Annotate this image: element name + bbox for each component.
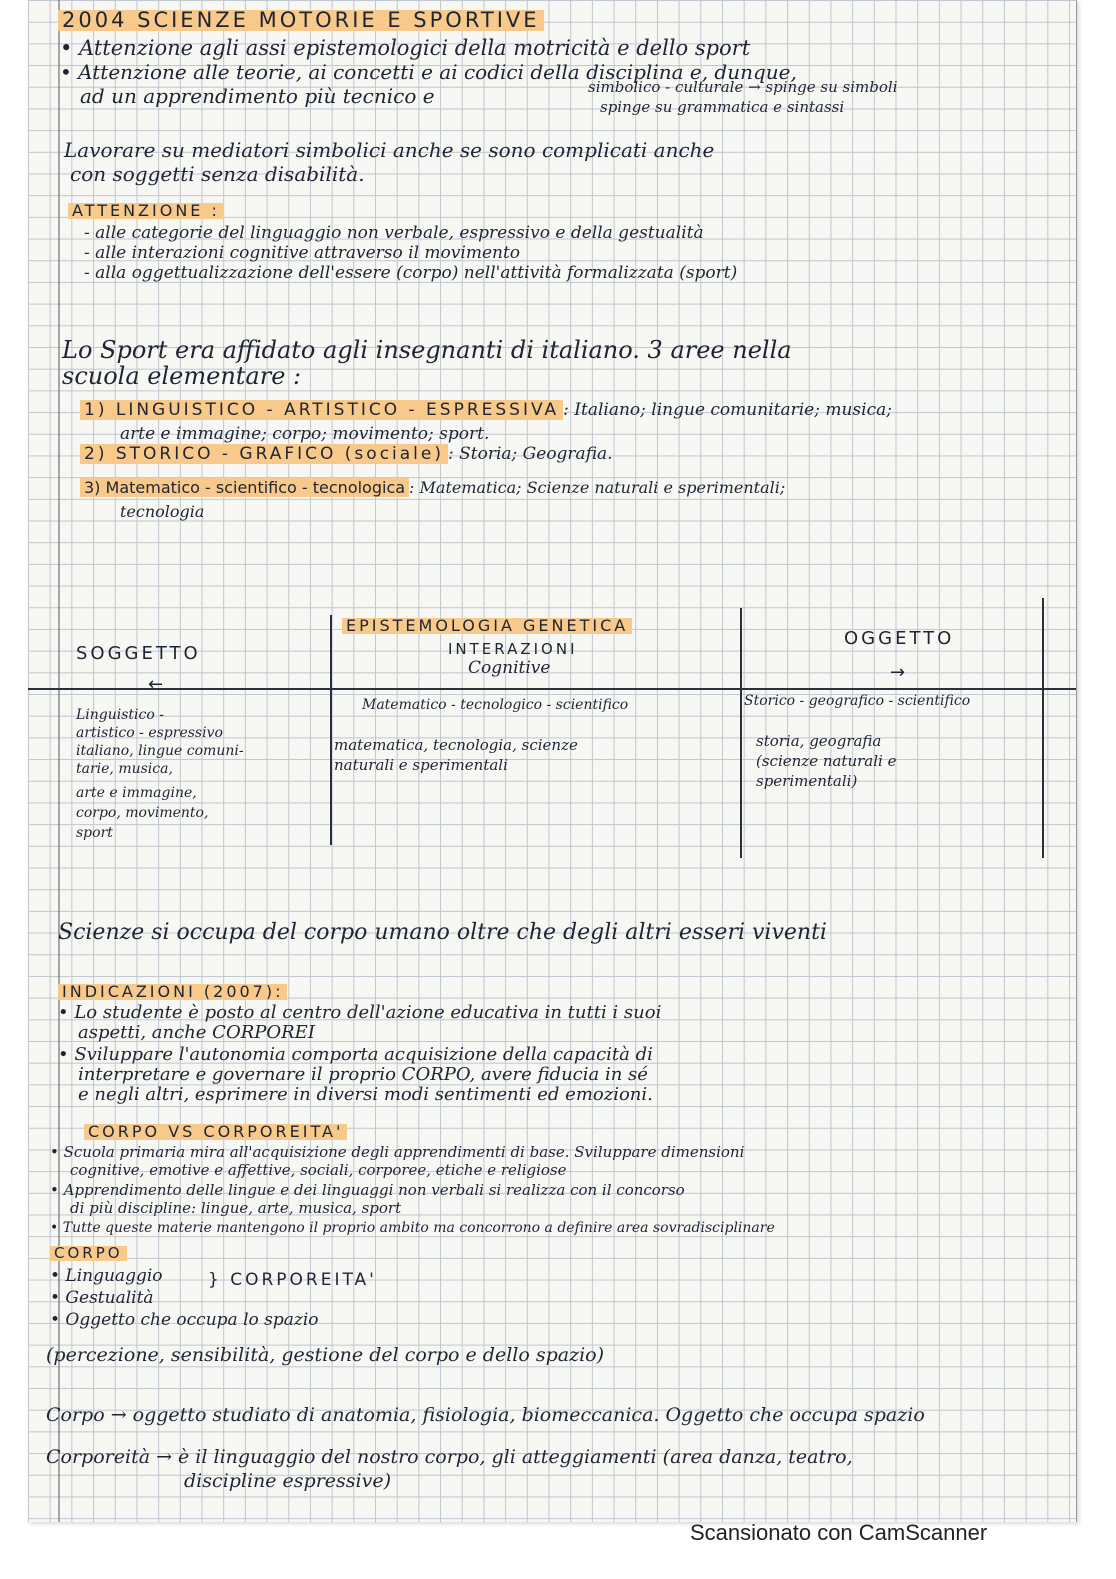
area-3-label: 3) Matematico - scientifico - tecnologica	[80, 478, 409, 497]
final-line-1: Corpo → oggetto studiato di anatomia, fisiologia, biomeccanica. Oggetto che occupa spazio	[46, 1404, 925, 1426]
indicazioni-line-5: e negli altri, esprimere in diversi modi sentimenti ed emozioni.	[78, 1084, 653, 1105]
col2-line-2: naturali e sperimentali	[334, 756, 508, 774]
diagram-oggetto: OGGETTO	[844, 628, 955, 649]
camscanner-footer: Scansionato con CamScanner	[690, 1520, 988, 1545]
notebook-page	[28, 0, 1077, 1522]
indicazioni-line-2: aspetti, anche CORPOREI	[78, 1022, 315, 1043]
indicazioni-line-1: • Lo studente è posto al centro dell'azione educativa in tutti i suoi	[58, 1002, 662, 1023]
col1-head: Linguistico -	[76, 707, 164, 723]
diagram-divider-right	[740, 608, 742, 858]
col3-line-3: sperimentali)	[756, 772, 858, 790]
col3-line-1: storia, geografia	[756, 732, 882, 750]
indicazioni-line-4: interpretare e governare il proprio CORPO, avere fiducia in sé	[78, 1064, 648, 1085]
diagram-center-1: INTERAZIONI	[448, 640, 578, 658]
area-3-cont: tecnologia	[120, 502, 205, 521]
arrow-left-icon: ←	[148, 674, 164, 695]
attenzione-item-1: - alle categorie del linguaggio non verbale, espressivo e della gestualità	[84, 223, 704, 243]
corpo-title: CORPO	[50, 1246, 127, 1261]
corpo-brace-label: } CORPOREITA'	[208, 1270, 377, 1290]
final-line-3: discipline espressive)	[184, 1470, 391, 1492]
diagram-baseline	[28, 688, 1076, 690]
area-3	[80, 480, 785, 496]
final-line-2: Corporeità → è il linguaggio del nostro corpo, gli atteggiamenti (area danza, teatro,	[46, 1446, 853, 1468]
col2-head: Matematico - tecnologico - scientifico	[362, 697, 629, 713]
diagram-center-2: Cognitive	[468, 658, 551, 678]
intro-side-1: simbolico - culturale → spinge su simboli	[588, 78, 898, 96]
diagram-soggetto: SOGGETTO	[76, 643, 201, 664]
corpo-paren: (percezione, sensibilità, gestione del corpo e dello spazio)	[46, 1344, 605, 1366]
area-2-text: : Storia; Geografia.	[448, 444, 613, 464]
col3-head: Storico - geografico - scientifico	[744, 693, 971, 709]
area-3-text: : Matematica; Scienze naturali e sperimentali;	[409, 478, 786, 497]
corpo-item-3: • Oggetto che occupa lo spazio	[50, 1310, 319, 1330]
corpo-vs-title: CORPO VS CORPOREITA'	[84, 1124, 347, 1140]
diagram-divider-left	[330, 615, 332, 845]
mediatori-line-1: Lavorare su mediatori simbolici anche se sono complicati anche	[64, 138, 715, 162]
sport-line-2: scuola elementare :	[62, 362, 302, 390]
col1-line-6: sport	[76, 825, 113, 841]
arrow-right-icon: →	[890, 662, 906, 683]
col1-line-5: corpo, movimento,	[76, 805, 209, 821]
col3-line-2: (scienze naturali e	[756, 752, 897, 770]
corpo-vs-line-2: cognitive, emotive e affettive, sociali, corporee, etiche e religiose	[70, 1161, 567, 1179]
area-1	[80, 402, 892, 419]
intro-side-2: spinge su grammatica e sintassi	[600, 98, 845, 116]
diagram-title: EPISTEMOLOGIA GENETICA	[342, 618, 632, 634]
sport-line-1: Lo Sport era affidato agli insegnanti di italiano. 3 aree nella	[62, 336, 792, 364]
col1-line-1: artistico - espressivo	[76, 725, 223, 741]
corpo-vs-line-3: • Apprendimento delle lingue e dei linguaggi non verbali si realizza con il concorso	[50, 1181, 685, 1199]
corpo-vs-line-5: • Tutte queste materie mantengono il proprio ambito ma concorrono a definire area sovradisciplinare	[50, 1220, 775, 1236]
intro-bullet-1: • Attenzione agli assi epistemologici della motricità e dello sport	[60, 36, 751, 60]
corpo-vs-line-1: • Scuola primaria mira all'acquisizione degli apprendimenti di base. Sviluppare dimensioni	[50, 1143, 745, 1161]
indicazioni-line-3: • Sviluppare l'autonomia comporta acquisizione della capacità di	[58, 1044, 653, 1065]
area-2-label: 2) STORICO - GRAFICO (sociale)	[80, 444, 448, 464]
area-1-label: 1) LINGUISTICO - ARTISTICO - ESPRESSIVA	[80, 400, 563, 420]
corpo-item-2: • Gestualità	[50, 1288, 154, 1308]
attenzione-title: ATTENZIONE :	[68, 203, 224, 219]
area-2	[80, 446, 613, 463]
attenzione-item-2: - alle interazioni cognitive attraverso il movimento	[84, 243, 521, 263]
col2-line-1: matematica, tecnologia, scienze	[334, 736, 578, 754]
page-title: 2004 SCIENZE MOTORIE E SPORTIVE	[58, 10, 544, 31]
mediatori-line-2: con soggetti senza disabilità.	[70, 162, 365, 186]
scienze-note: Scienze si occupa del corpo umano oltre che degli altri esseri viventi	[58, 920, 827, 945]
area-1-text: : Italiano; lingue comunitarie; musica;	[563, 400, 892, 420]
corpo-item-1: • Linguaggio	[50, 1266, 163, 1286]
col1-line-2: italiano, lingue comuni-	[76, 743, 244, 759]
corpo-vs-line-4: di più discipline: lingue, arte, musica, sport	[70, 1199, 402, 1217]
diagram-divider-far	[1042, 598, 1044, 858]
indicazioni-title: INDICAZIONI (2007):	[58, 984, 287, 1000]
col1-line-4: arte e immagine,	[76, 785, 197, 801]
col1-line-3: tarie, musica,	[76, 761, 173, 777]
intro-bullet-2: • Attenzione alle teorie, ai concetti e ai codici della disciplina e, dunque,	[60, 60, 797, 84]
intro-bullet-2-cont: ad un apprendimento più tecnico e	[80, 84, 435, 108]
attenzione-item-3: - alla oggettualizzazione dell'essere (corpo) nell'attività formalizzata (sport)	[84, 263, 738, 283]
area-1-cont: arte e immagine; corpo; movimento; sport.	[120, 424, 490, 444]
